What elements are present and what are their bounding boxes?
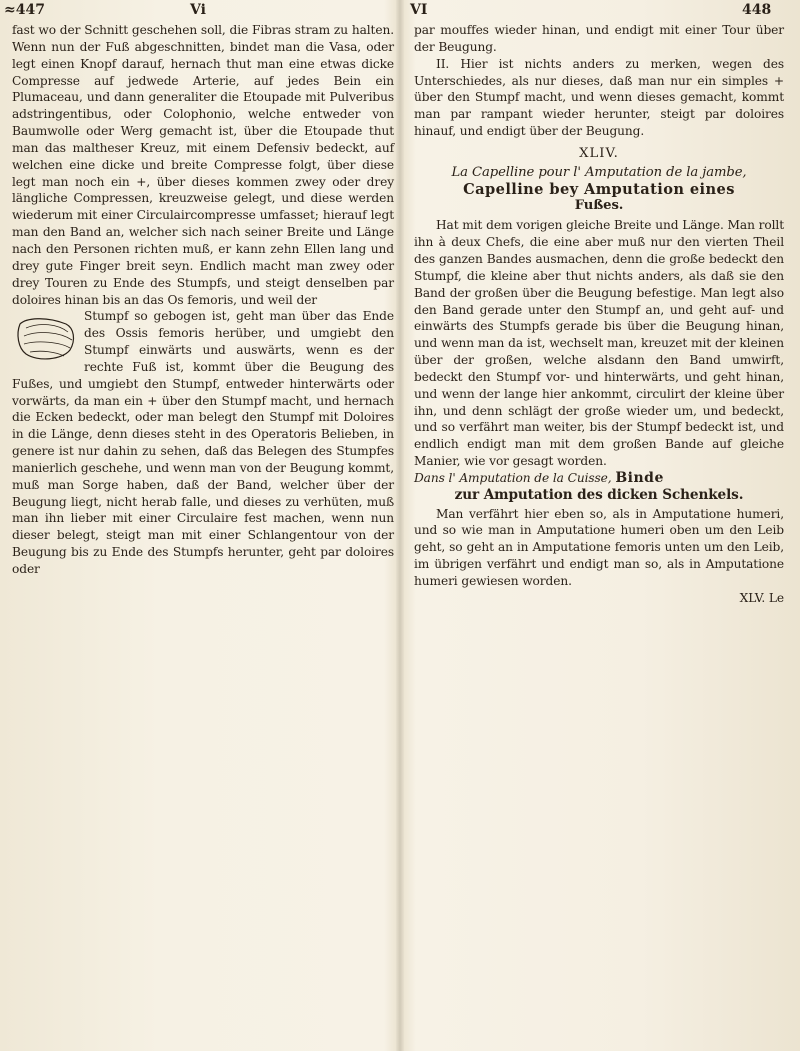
section-heading-tail: Fußes.: [574, 198, 624, 214]
stump-bandage-figure: [16, 314, 78, 364]
inline-heading: [414, 470, 784, 487]
paragraph: fast wo der Schnitt geschehen soll, die Fibras stram zu halten. Wenn nun der Fuß abgeschnitten, bindet man die Vasa, oder legt einen Knopf darauf, hernach thut man eine etwas dicke Compresse auf jedwede Arterie, auf jedes Bein ein Plumaceau, und dann generaliter die Etoupade mit Pulveribus adstringentibus, oder Colophonio, welche entweder von Baumwolle oder Werg gemacht ist, über die Etoupade thut man das maltheser Kreuz, mit einem Defensiv bedeckt, auf welchen eine dicke und breite Compresse folgt, über diese legt man noch ein +, über dieses kommen zwey oder drey längliche Compressen, kreuzweise gelegt, und diese werden wiederum mit einer Circulaircompresse umfasset; hierauf legt man den Band an, welcher sich nach seiner Breite und Länge nach den Personen richten muß, er kann zehn Ellen lang und drey gute Finger breit seyn. Endlich macht man zwey oder drey Touren zu Ende des Stumpfs, und steigt denselben par doloires hinan bis an das Os femoris, und weil der: [12, 23, 394, 307]
left-page: [0, 0, 396, 1051]
catchword: XLV. Le: [739, 590, 784, 605]
left-page-text: [12, 22, 394, 578]
section-heading-blackletter: Capelline bey Amputation eines: [463, 180, 735, 198]
subheading: zur Amputation des dicken Schenkels.: [454, 486, 744, 503]
right-page-text: [414, 22, 784, 607]
section-number: XLIV.: [579, 145, 619, 161]
book-gutter: [396, 0, 404, 1051]
right-page: [404, 0, 800, 1051]
page-number: ≈447: [4, 2, 45, 18]
signature-mark: Vi: [190, 2, 206, 18]
paragraph: par mouffes wieder hinan, und endigt mit einer Tour über der Beugung.: [414, 23, 784, 54]
section-heading-italic: La Capelline pour l' Amputation de la jambe,: [451, 164, 747, 180]
paragraph: Stumpf so gebogen ist, geht man über das Ende des Ossis femoris herüber, und umgiebt den Stumpf einwärts und auswärts, wenn es der rechte Fuß ist, kommt über die Beugung des Fußes, und umgiebt den Stumpf, entweder hinterwärts oder vorwärts, da man ein + über den Stumpf macht, und hernach die Ecken bedeckt, oder man belegt den Stumpf mit Doloires in die Länge, denn dieses steht in des Operatoris Belieben, in genere ist nur dahin zu sehen, daß das Belegen des Stumpfes manierlich geschehe, und wenn man von der Beugung kommt, muß man Sorge haben, daß der Band, welcher über der Beugung liegt, nicht herab falle, und dieses zu verhüten, muß man ihn lieber mit einer Circulaire fest machen, wenn nun dieser belegt, steigt man mit einer Schlangentour von der Beugung bis zu Ende des Stumpfs herunter, geht par doloires oder: [12, 309, 394, 576]
inline-heading-italic: Dans l' Amputation de la Cuisse,: [414, 470, 612, 485]
paragraph: Hat mit dem vorigen gleiche Breite und Länge. Man rollt ihn à deux Chefs, die eine aber muß nur den vierten Theil des ganzen Bandes ausmachen, denn die große bedeckt den Stumpf, die kleine aber thut nichts anders, als daß sie den Band der großen über die Beugung befestige. Man legt also den Band gerade unter den Stumpf an, und geht auf- und einwärts des Stumpfs gerade bis über die Beugung hinan, und wenn man da ist, wechselt man, kreuzet mit der kleinen über der großen, welche alsdann den Band umwirft, bedeckt den Stumpf vor- und hinterwärts, und geht hinan, und wenn der lange hier ankommt, circulirt der kleine über ihn, und denn schlägt der große wieder um, und bedeckt, und so verfährt man weiter, bis der Stumpf bedeckt ist, und endlich endigt man mit dem großen Bande auf gleiche Manier, wie vor gesagt worden.: [414, 218, 784, 469]
inline-heading-bold: Binde: [615, 469, 664, 486]
paragraph: Man verfährt hier eben so, als in Amputatione humeri, und so wie man in Amputatione humeri oben um den Leib geht, so geht an in Amputatione femoris unten um den Leib, im übrigen verfährt und endigt man so, als in Amputatione humeri gewiesen worden.: [414, 506, 784, 588]
paragraph: II. Hier ist nichts anders zu merken, wegen des Unterschiedes, als nur dieses, daß man nur ein simples + über den Stumpf macht, und wenn dieses gemacht, kommt man par rampant wieder herunter, steigt par doloires hinauf, und endigt über der Beugung.: [414, 56, 784, 139]
page-number: 448: [742, 2, 772, 18]
signature-mark: VI: [410, 2, 428, 18]
